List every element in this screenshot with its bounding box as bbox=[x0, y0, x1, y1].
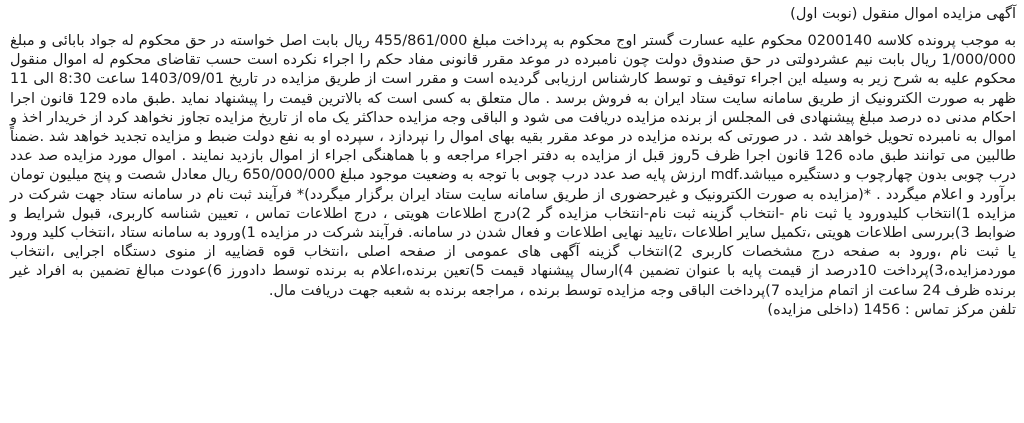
contact-phone: تلفن مرکز تماس : 1456 (داخلی مزایده) bbox=[767, 301, 1016, 318]
notice-body: به موجب پرونده کلاسه 0200140 محکوم علیه عسارت گستر اوج محکوم به پرداخت مبلغ 455/861/000 ریال بابت اصل خواسته در حق محکوم له جواد بابائی و مبلغ 1/000/000 ریال بابت نیم عشردولتی در حق صندوق دولت چون نامبرده در موعد مقرر قانونی مفاد حکم را اجراء نکرده است حسب تقاضای محکوم له اموال منقول محکوم علیه به شرح زیر به وسیله این اجراء توقیف و توسط کارشناس ارزیابی گردیده است و مقرر است از طریق مزایده در تاریخ 1403/09/01 ساعت 8:30 الی 11 ظهر به صورت الکترونیک از طریق سامانه سایت ستاد ایران به فروش برسد . مال متعلق به کسی است که بالاترین قیمت را پیشنهاد نماید .طبق ماده 129 قانون اجرا احکام مدنی ده درصد مبلغ پیشنهادی فی المجلس از برنده مزایده دریافت می شود و الباقی وجه مزایده حداکثر یک ماه از تاریخ مزایده تجاوز نخواهد کرد از خریدار اخذ و اموال به نامبرده تحویل خواهد شد . در صورتی که برنده مزایده در موعد مقرر بقیه بهای اموال را نپردازد ، سپرده او به نفع دولت ضبط و مزایده تجدید خواهد شد .ضمناً طالبین می توانند طبق ماده 126 قانون اجرا ظرف 5روز قبل از مزایده به دفتر اجراء مراجعه و با هماهنگی اجراء از اموال بازدید نمایند . اموال مورد مزایده صد عدد درب چوبی بدون چهارچوب و دستگیره میباشد.mdf ارزش پایه صد عدد درب چوبی با توجه به وضعیت موجود مبلغ 650/000/000 ریال معادل شصت و پنج میلیون تومان برآورد و اعلام میگردد . *(مزایده به صورت الکترونیک و غیرحضوری از طریق سامانه سایت ستاد ایران برگزار میگردد)* فرآیند ثبت نام در سامانه ستاد جهت شرکت در مزایده 1)انتخاب کلیدورود یا ثبت نام -انتخاب گزینه ثبت نام-انتخاب مزایده گر 2)درج اطلاعات هویتی ، درج اطلاعات تماس ، تعیین شناسه کاربری، قبول شرایط و ضوابط 3)بررسی اطلاعات هویتی ،تکمیل سایر اطلاعات ،تایید نهایی اطلاعات و فعال شدن در سامانه. فرآیند شرکت در مزایده 1)ورود به سامانه ستاد ،انتخاب کلید ورود یا ثبت نام ،ورود به صفحه درج مشخصات کاربری 2)انتخاب گزینه آگهی های عمومی از صفحه اصلی ،انتخاب قوه قضاییه از منوی دستگاه اجرایی ،انتخاب موردمزایده،3)پرداخت 10درصد از قیمت پایه با عنوان تضمین 4)ارسال پیشنهاد قیمت 5)تعین برنده،اعلام به برنده توسط دادورز 6)عودت مبالغ تضمین به افراد غیر برنده ظرف 24 ساعت از اتمام مزایده 7)پرداخت الباقی وجه مزایده توسط برنده ، مراجعه برنده به شعبه جهت دریافت مال. bbox=[10, 33, 1017, 299]
notice-title: آگهی مزایده اموال منقول (نوبت اول) bbox=[790, 6, 1016, 22]
